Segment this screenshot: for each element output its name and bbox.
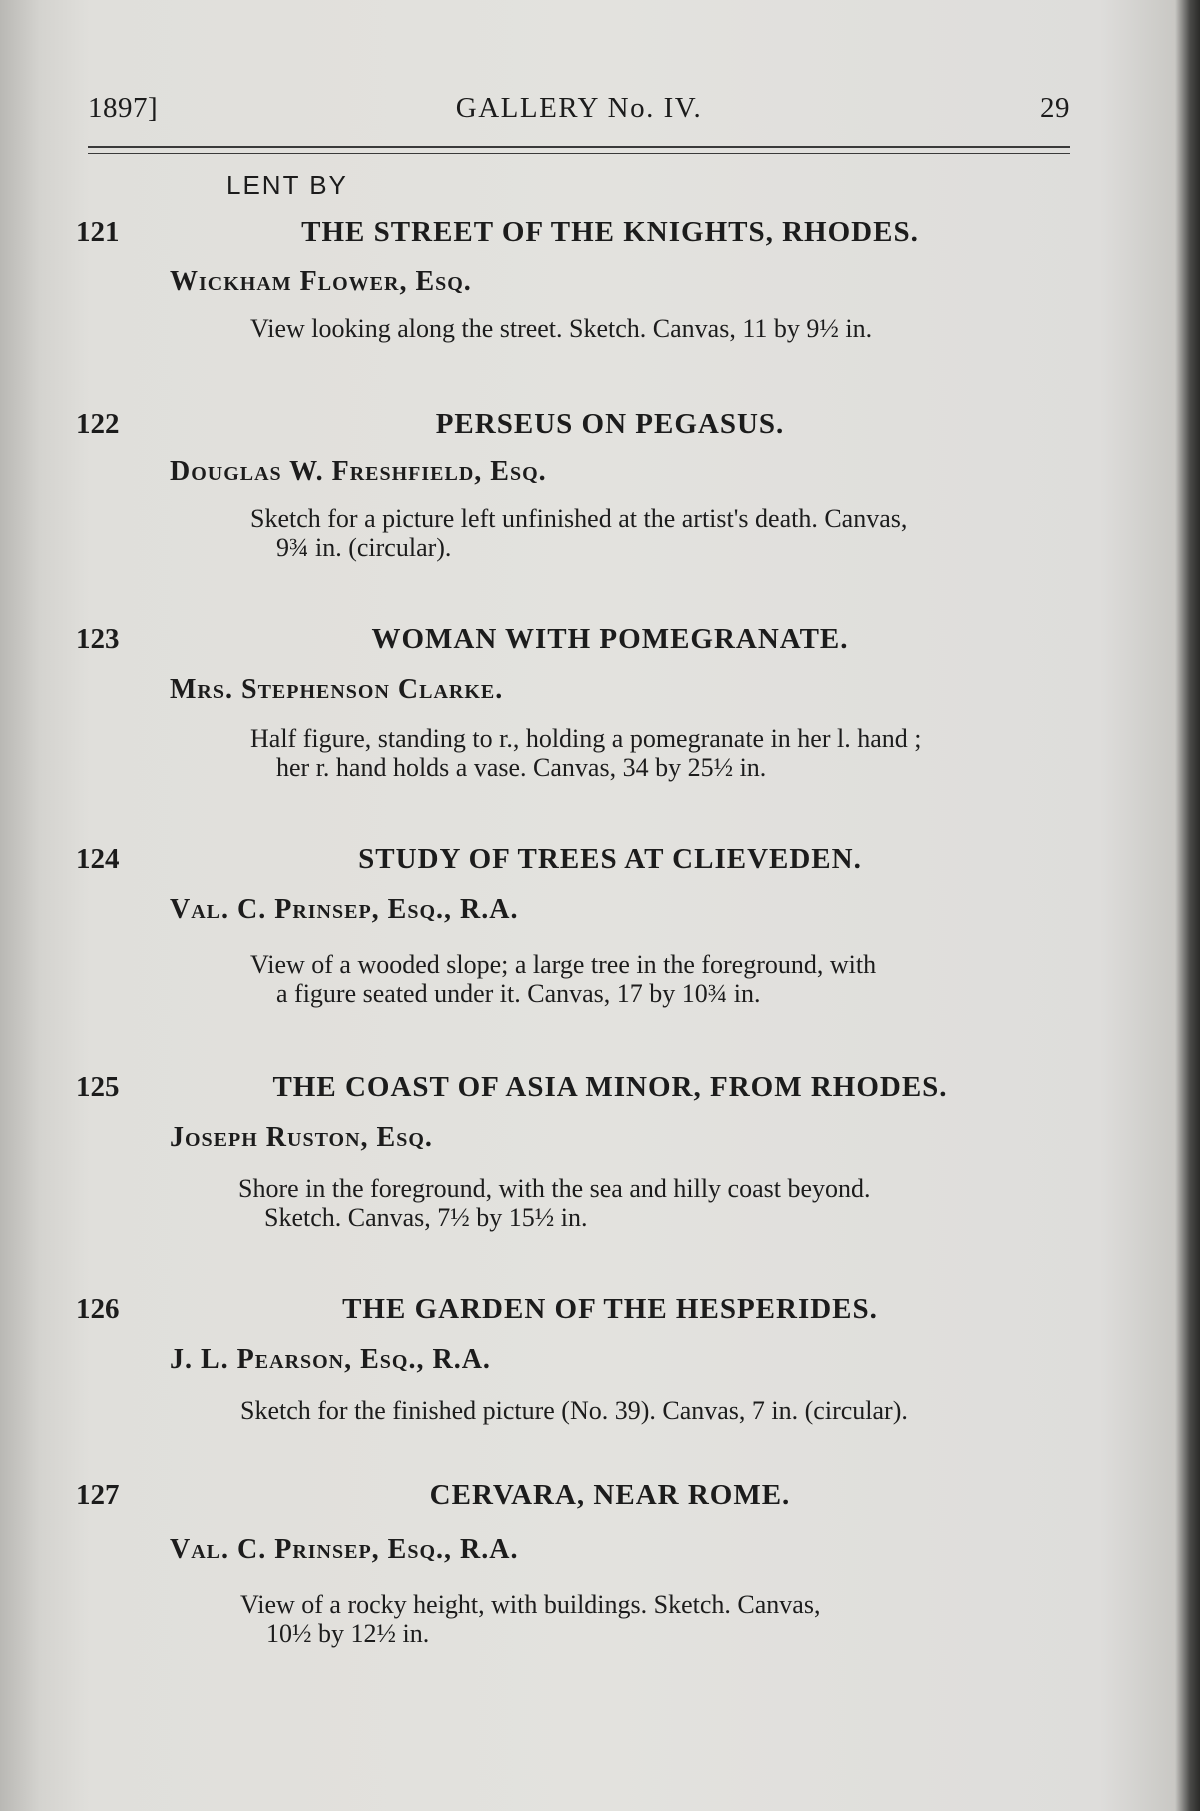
header-year: 1897] (88, 92, 159, 124)
entry-description (250, 950, 1062, 1008)
lent-by-label: LENT BY (226, 170, 348, 200)
entry-lender: J. L. Pearson, Esq., R.A. (170, 1344, 491, 1375)
entry-title: STUDY OF TREES AT CLIEVEDEN. (358, 843, 862, 875)
header-rule (88, 146, 1070, 148)
description-line: Half figure, standing to r., holding a pomegranate in her l. hand ; (250, 724, 922, 753)
description-line: 10½ by 12½ in. (266, 1619, 430, 1648)
page-number: 29 (1040, 92, 1070, 124)
entry-description (250, 724, 1062, 782)
entry-description (250, 314, 1062, 343)
header-rule-thin (88, 153, 1070, 154)
entry-description (238, 1174, 1053, 1232)
description-line: Shore in the foreground, with the sea and hilly coast beyond. (238, 1174, 871, 1203)
entry-number: 127 (76, 1479, 120, 1511)
entry-number: 123 (76, 623, 120, 655)
entry-title: PERSEUS ON PEGASUS. (435, 408, 785, 440)
entry-title: WOMAN WITH POMEGRANATE. (371, 623, 849, 655)
description-line: Sketch for the finished picture (No. 39). Canvas, 7 in. (circular). (240, 1396, 908, 1425)
header-title: GALLERY No. IV. (455, 92, 703, 124)
description-line: 9¾ in. (circular). (276, 533, 452, 562)
entry-number: 121 (76, 216, 120, 248)
description-line: View looking along the street. Sketch. Canvas, 11 by 9½ in. (250, 314, 873, 343)
entry-number: 122 (76, 408, 120, 440)
entry-title: THE STREET OF THE KNIGHTS, RHODES. (301, 216, 919, 248)
description-line: Sketch. Canvas, 7½ by 15½ in. (264, 1203, 588, 1232)
entry-lender: Mrs. Stephenson Clarke. (170, 674, 504, 705)
entry-lender: Val. C. Prinsep, Esq., R.A. (170, 894, 519, 925)
entry-description (240, 1590, 1052, 1648)
description-line: View of a wooded slope; a large tree in the foreground, with (250, 950, 877, 979)
entry-description (240, 1396, 1060, 1425)
entry-description (250, 504, 1062, 562)
entry-lender: Joseph Ruston, Esq. (170, 1122, 433, 1153)
entry-number: 124 (76, 843, 120, 875)
running-head (88, 92, 1070, 132)
description-line: a figure seated under it. Canvas, 17 by 10¾ in. (276, 979, 761, 1008)
entry-number: 126 (76, 1293, 120, 1325)
entry-lender: Val. C. Prinsep, Esq., R.A. (170, 1534, 519, 1565)
entry-lender: Wickham Flower, Esq. (170, 266, 472, 297)
description-line: View of a rocky height, with buildings. Sketch. Canvas, (240, 1590, 821, 1619)
entry-lender: Douglas W. Freshfield, Esq. (170, 456, 547, 487)
entry-title: THE GARDEN OF THE HESPERIDES. (342, 1293, 878, 1325)
description-line: her r. hand holds a vase. Canvas, 34 by 25½ in. (276, 753, 767, 782)
entry-title: THE COAST OF ASIA MINOR, FROM RHODES. (272, 1071, 948, 1103)
entry-title: CERVARA, NEAR ROME. (429, 1479, 791, 1511)
entry-number: 125 (76, 1071, 120, 1103)
description-line: Sketch for a picture left unfinished at the artist's death. Canvas, (250, 504, 908, 533)
